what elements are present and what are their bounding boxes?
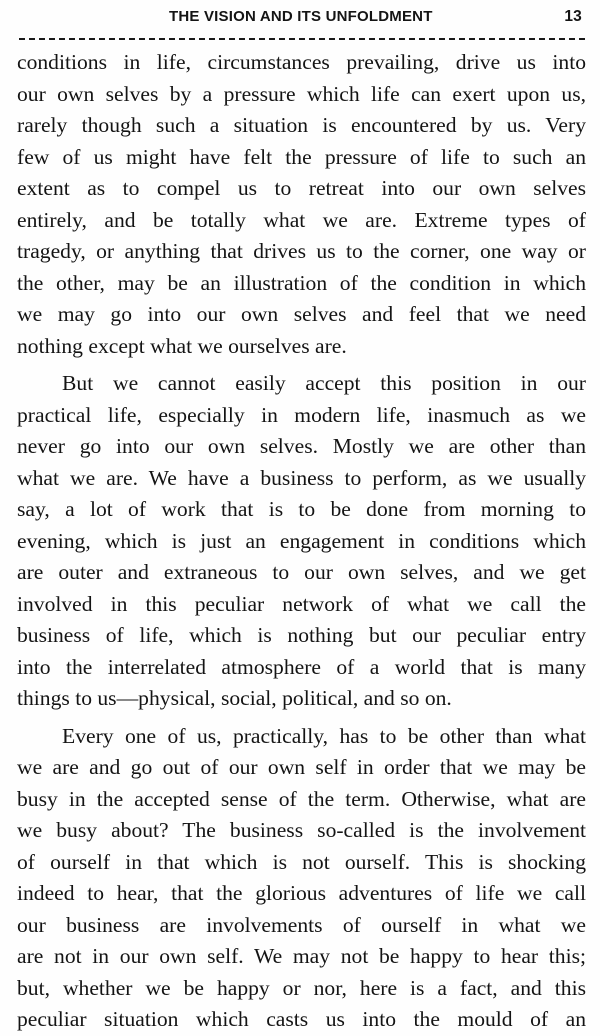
- text-line: things to us—physical, social, political, and so on.: [17, 686, 452, 710]
- text-line: what we are. We have a business to perform, as we usually: [17, 465, 586, 490]
- body-text: [17, 47, 586, 1036]
- text-line: never go into our own selves. Mostly we are other than: [17, 434, 586, 458]
- paragraph: [17, 721, 586, 1036]
- text-line: are outer and extraneous to our own selves, and we get: [17, 560, 586, 584]
- running-head: [17, 6, 586, 28]
- text-line: involved in this peculiar network of what we call the: [17, 591, 586, 616]
- text-line: the other, may be an illustration of the condition in which: [17, 270, 586, 295]
- text-line: business of life, which is nothing but our peculiar entry: [17, 623, 586, 647]
- text-line: rarely though such a situation is encountered by us. Very: [17, 113, 586, 137]
- paragraph: [17, 47, 586, 362]
- text-line: peculiar situation which casts us into the mould of an: [17, 1007, 586, 1031]
- text-line: evening, which is just an engagement in conditions which: [17, 528, 586, 553]
- text-line: say, a lot of work that is to be done from morning to: [17, 497, 586, 521]
- page-number: 13: [564, 8, 582, 25]
- text-line: but, whether we be happy or nor, here is a fact, and this: [17, 975, 586, 1000]
- text-line: conditions in life, circumstances prevailing, drive us into: [17, 50, 586, 74]
- text-line: But we cannot easily accept this position in our: [62, 371, 586, 395]
- header-dashed-rule: [19, 38, 585, 40]
- text-line: we may go into our own selves and feel that we need: [17, 302, 586, 326]
- book-page: [17, 0, 586, 1031]
- text-line: nothing except what we ourselves are.: [17, 333, 347, 358]
- text-line: Every one of us, practically, has to be other than what: [62, 723, 586, 748]
- text-line: we are and go out of our own self in order that we may be: [17, 755, 586, 779]
- text-line: our own selves by a pressure which life can exert upon us,: [17, 81, 586, 106]
- text-line: into the interrelated atmosphere of a world that is many: [17, 654, 586, 679]
- text-line: few of us might have felt the pressure of life to such an: [17, 144, 586, 169]
- running-title: THE VISION AND ITS UNFOLDMENT: [169, 8, 433, 25]
- text-line: indeed to hear, that the glorious adventures of life we call: [17, 881, 586, 905]
- text-line: are not in our own self. We may not be happy to hear this;: [17, 944, 586, 968]
- text-line: tragedy, or anything that drives us to the corner, one way or: [17, 239, 586, 263]
- text-line: of ourself in that which is not ourself. This is shocking: [17, 849, 586, 874]
- paragraph: [17, 368, 586, 715]
- text-line: entirely, and be totally what we are. Extreme types of: [17, 207, 586, 232]
- text-line: we busy about? The business so-called is the involvement: [17, 818, 586, 842]
- text-line: busy in the accepted sense of the term. Otherwise, what are: [17, 786, 586, 811]
- text-line: extent as to compel us to retreat into our own selves: [17, 176, 586, 200]
- text-line: practical life, especially in modern life, inasmuch as we: [17, 402, 586, 427]
- text-line: our business are involvements of ourself in what we: [17, 912, 586, 937]
